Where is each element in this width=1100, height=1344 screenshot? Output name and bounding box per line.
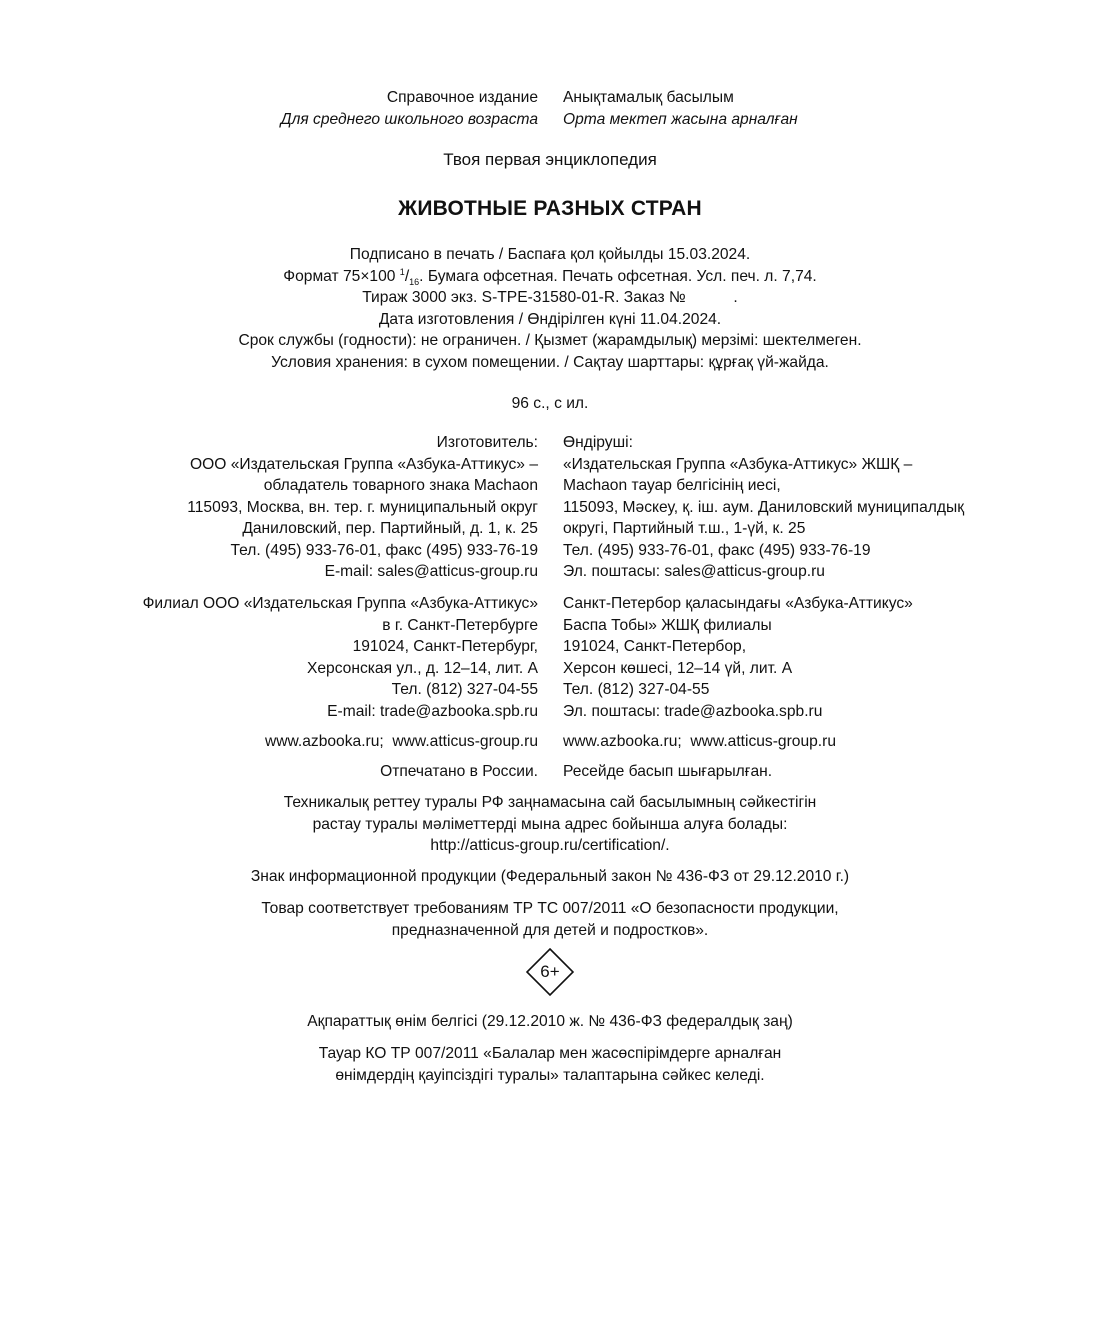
websites-block	[0, 731, 1100, 753]
manufacturer-ru: Изготовитель: ООО «Издательская Группа «Азбука-Аттикус» – обладатель товарного знака Machaon 115093, Москва, вн. тер. г. муниципальный округ Даниловский, пер. Партийный, д. 1, к. 25 Тел. (495) 933-76-01, факс (495) 933-76-19 E-mail: sales@atticus-group.ru	[0, 432, 538, 583]
printed-block	[0, 761, 1100, 783]
series-name: Твоя первая энциклопедия	[443, 150, 657, 169]
book-title: ЖИВОТНЫЕ РАЗНЫХ СТРАН	[398, 197, 702, 220]
reference-block	[0, 87, 1100, 130]
ru-printed: Отпечатано в России.	[380, 763, 538, 780]
manufacturer-block	[0, 432, 1100, 583]
age-rating-text: 6+	[540, 962, 560, 981]
kz-sales-email: Эл. поштасы: sales@atticus-group.ru	[563, 563, 825, 580]
branch-kz: Санкт-Петербор қаласындағы «Азбука-Аттикус» Баспа Тобы» ЖШҚ филиалы 191024, Санкт-Петербор, Херсон көшесі, 12–14 үй, лит. А Тел. (812) 327-04-55 Эл. поштасы: trade@azbooka.spb.ru	[538, 593, 1100, 722]
ru-trade-email: E-mail: trade@azbooka.spb.ru	[327, 702, 538, 720]
age-rating-badge	[526, 948, 574, 996]
circulation-line: Тираж 3000 экз. S-TPE-31580-01-R. Заказ № .	[362, 289, 738, 306]
storage-line: Условия хранения: в сухом помещении. / Сақтау шарттары: құрғақ үй-жайда.	[271, 353, 829, 371]
ru-sales-email: E-mail: sales@atticus-group.ru	[324, 563, 538, 580]
certification-url: http://atticus-group.ru/certification/.	[430, 837, 670, 854]
branch-ru: Филиал ООО «Издательская Группа «Азбука-Аттикус» в г. Санкт-Петербурге 191024, Санкт-Петербург, Херсонская ул., д. 12–14, лит. А Тел. (812) 327-04-55 E-mail: trade@azbooka.spb.ru	[0, 593, 538, 722]
service-life-line: Срок службы (годности): не ограничен. / Қызмет (жарамдылық) мерзімі: шектелмеген.	[238, 332, 862, 349]
page-count: 96 с., с ил.	[511, 395, 589, 412]
compliance-ru: Товар соответствует требованиям ТР ТС 007/2011 «О безопасности продукции, предназначенной для детей и подростков».	[261, 900, 839, 939]
kz-age-label: Орта мектеп жасына арналған	[563, 110, 798, 128]
manufactured-line: Дата изготовления / Өндірілген күні 11.04.2024.	[378, 310, 722, 328]
kz-reference-label: Анықтамалық басылым	[563, 89, 734, 106]
manufacturer-kz: Өндіруші: «Издательская Группа «Азбука-Аттикус» ЖШҚ – Machaon тауар белгісінің иесі, 115093, Мәскеу, қ. іш. аум. Даниловский муниципалдық округі, Партийный т.ш., 1-үй, к. 25 Тел. (495) 933-76-01, факс (495) 933-76-19 Эл. поштасы: sales@atticus-group.ru	[538, 432, 1100, 583]
ru-reference-label: Справочное издание	[386, 89, 538, 106]
ru-age-label: Для среднего школьного возраста	[280, 110, 538, 128]
branch-block	[0, 593, 1100, 722]
format-line: Формат 75×100 $^1/_{16}$. Бумага офсетная. Печать офсетная. Усл. печ. л. 7,74.	[283, 266, 817, 287]
signed-line: Подписано в печать / Баспаға қол қойылды 15.03.2024.	[349, 246, 751, 263]
compliance-kz: Тауар КО ТР 007/2011 «Балалар мен жасөспірімдерге арналған өнімдердің қауіпсіздігі туралы» талаптарына сәйкес келеді.	[318, 1045, 782, 1084]
kz-trade-email: Эл. поштасы: trade@azbooka.spb.ru	[563, 702, 823, 720]
imprint-block	[0, 244, 1100, 373]
certification-block: Техникалық реттеу туралы РФ заңнамасына сай басылымның сәйкестігін растау туралы мәліметтерді мына адрес бойынша алуға болады: http://atticus-group.ru/certification/.	[0, 792, 1100, 857]
info-sign-kz: Ақпараттық өнім белгісі (29.12.2010 ж. № 436-ФЗ федералдық заң)	[307, 1013, 793, 1030]
kz-websites: www.azbooka.ru; www.atticus-group.ru	[563, 733, 837, 750]
info-sign-ru: Знак информационной продукции (Федеральный закон № 436-ФЗ от 29.12.2010 г.)	[250, 868, 850, 885]
ru-websites: www.azbooka.ru; www.atticus-group.ru	[264, 733, 538, 750]
kz-printed: Ресейде басып шығарылған.	[563, 763, 773, 780]
